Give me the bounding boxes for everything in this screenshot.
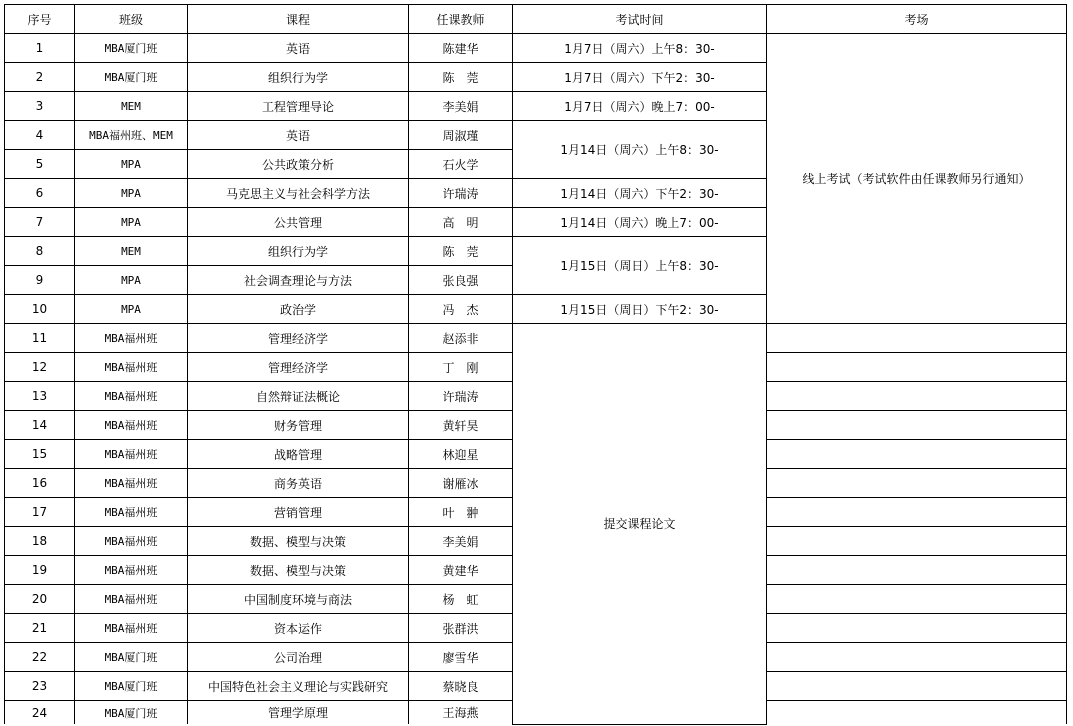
seq-cell: 20 (5, 585, 75, 614)
course-cell: 商务英语 (188, 469, 409, 498)
course-cell: 管理经济学 (188, 324, 409, 353)
teacher-cell: 陈建华 (409, 34, 513, 63)
teacher-cell: 王海燕 (409, 701, 513, 725)
header-seq: 序号 (5, 5, 75, 34)
teacher-cell: 石火学 (409, 150, 513, 179)
time-cell-paper: 提交课程论文 (513, 324, 767, 725)
course-cell: 战略管理 (188, 440, 409, 469)
seq-cell: 21 (5, 614, 75, 643)
seq-cell: 15 (5, 440, 75, 469)
class-cell: MPA (75, 266, 188, 295)
venue-cell (767, 643, 1067, 672)
seq-cell: 17 (5, 498, 75, 527)
exam-schedule-table (4, 4, 1067, 725)
course-cell: 组织行为学 (188, 63, 409, 92)
venue-cell (767, 411, 1067, 440)
course-cell: 工程管理导论 (188, 92, 409, 121)
seq-cell: 23 (5, 672, 75, 701)
seq-cell: 24 (5, 701, 75, 725)
header-class: 班级 (75, 5, 188, 34)
course-cell: 财务管理 (188, 411, 409, 440)
class-cell: MBA福州班 (75, 614, 188, 643)
teacher-cell: 李美娟 (409, 92, 513, 121)
course-cell: 社会调查理论与方法 (188, 266, 409, 295)
seq-cell: 7 (5, 208, 75, 237)
course-cell: 资本运作 (188, 614, 409, 643)
time-cell: 1月7日（周六）晚上7：00- (513, 92, 767, 121)
class-cell: MBA福州班 (75, 527, 188, 556)
course-cell: 公司治理 (188, 643, 409, 672)
teacher-cell: 廖雪华 (409, 643, 513, 672)
course-cell: 数据、模型与决策 (188, 556, 409, 585)
header-teacher: 任课教师 (409, 5, 513, 34)
teacher-cell: 杨 虹 (409, 585, 513, 614)
class-cell: MBA福州班 (75, 498, 188, 527)
teacher-cell: 陈 莞 (409, 237, 513, 266)
course-cell: 公共管理 (188, 208, 409, 237)
class-cell: MBA福州班 (75, 353, 188, 382)
class-cell: MBA厦门班 (75, 701, 188, 725)
course-cell: 英语 (188, 34, 409, 63)
course-cell: 公共政策分析 (188, 150, 409, 179)
seq-cell: 1 (5, 34, 75, 63)
venue-cell (767, 382, 1067, 411)
seq-cell: 6 (5, 179, 75, 208)
teacher-cell: 张良强 (409, 266, 513, 295)
teacher-cell: 周淑瑾 (409, 121, 513, 150)
class-cell: MBA厦门班 (75, 63, 188, 92)
venue-cell (767, 701, 1067, 725)
seq-cell: 14 (5, 411, 75, 440)
header-course: 课程 (188, 5, 409, 34)
class-cell: MPA (75, 179, 188, 208)
class-cell: MBA福州班 (75, 585, 188, 614)
time-cell: 1月7日（周六）下午2：30- (513, 63, 767, 92)
seq-cell: 8 (5, 237, 75, 266)
seq-cell: 12 (5, 353, 75, 382)
teacher-cell: 黄轩昊 (409, 411, 513, 440)
seq-cell: 13 (5, 382, 75, 411)
header-venue: 考场 (767, 5, 1067, 34)
class-cell: MBA福州班 (75, 469, 188, 498)
course-cell: 中国制度环境与商法 (188, 585, 409, 614)
teacher-cell: 许瑞涛 (409, 179, 513, 208)
class-cell: MPA (75, 208, 188, 237)
seq-cell: 22 (5, 643, 75, 672)
teacher-cell: 许瑞涛 (409, 382, 513, 411)
time-cell: 1月14日（周六）上午8：30- (513, 121, 767, 179)
time-cell: 1月15日（周日）上午8：30- (513, 237, 767, 295)
venue-cell (767, 672, 1067, 701)
class-cell: MBA福州班 (75, 411, 188, 440)
seq-cell: 5 (5, 150, 75, 179)
teacher-cell: 叶 翀 (409, 498, 513, 527)
teacher-cell: 张群洪 (409, 614, 513, 643)
venue-cell (767, 556, 1067, 585)
table-row (5, 324, 1067, 353)
course-cell: 自然辩证法概论 (188, 382, 409, 411)
seq-cell: 9 (5, 266, 75, 295)
course-cell: 营销管理 (188, 498, 409, 527)
course-cell: 英语 (188, 121, 409, 150)
venue-cell (767, 353, 1067, 382)
seq-cell: 19 (5, 556, 75, 585)
time-cell: 1月14日（周六）下午2：30- (513, 179, 767, 208)
time-cell: 1月14日（周六）晚上7：00- (513, 208, 767, 237)
time-cell: 1月7日（周六）上午8：30- (513, 34, 767, 63)
course-cell: 马克思主义与社会科学方法 (188, 179, 409, 208)
teacher-cell: 谢雁冰 (409, 469, 513, 498)
teacher-cell: 黄建华 (409, 556, 513, 585)
venue-cell (767, 498, 1067, 527)
class-cell: MBA厦门班 (75, 34, 188, 63)
class-cell: MBA福州班 (75, 440, 188, 469)
class-cell: MPA (75, 295, 188, 324)
class-cell: MEM (75, 92, 188, 121)
course-cell: 数据、模型与决策 (188, 527, 409, 556)
venue-cell (767, 527, 1067, 556)
seq-cell: 3 (5, 92, 75, 121)
course-cell: 管理经济学 (188, 353, 409, 382)
seq-cell: 11 (5, 324, 75, 353)
teacher-cell: 冯 杰 (409, 295, 513, 324)
course-cell: 中国特色社会主义理论与实践研究 (188, 672, 409, 701)
class-cell: MBA福州班 (75, 324, 188, 353)
seq-cell: 10 (5, 295, 75, 324)
teacher-cell: 赵添非 (409, 324, 513, 353)
table-row (5, 34, 1067, 63)
venue-cell (767, 585, 1067, 614)
teacher-cell: 李美娟 (409, 527, 513, 556)
seq-cell: 4 (5, 121, 75, 150)
course-cell: 管理学原理 (188, 701, 409, 725)
class-cell: MBA福州班 (75, 556, 188, 585)
header-time: 考试时间 (513, 5, 767, 34)
course-cell: 政治学 (188, 295, 409, 324)
course-cell: 组织行为学 (188, 237, 409, 266)
class-cell: MEM (75, 237, 188, 266)
teacher-cell: 陈 莞 (409, 63, 513, 92)
header-row (5, 5, 1067, 34)
venue-cell (767, 324, 1067, 353)
venue-cell (767, 614, 1067, 643)
seq-cell: 16 (5, 469, 75, 498)
seq-cell: 2 (5, 63, 75, 92)
class-cell: MBA福州班、MEM (75, 121, 188, 150)
venue-online-cell: 线上考试（考试软件由任课教师另行通知） (767, 34, 1067, 324)
seq-cell: 18 (5, 527, 75, 556)
venue-cell (767, 469, 1067, 498)
venue-cell (767, 440, 1067, 469)
class-cell: MBA厦门班 (75, 643, 188, 672)
teacher-cell: 蔡晓良 (409, 672, 513, 701)
class-cell: MBA厦门班 (75, 672, 188, 701)
teacher-cell: 林迎星 (409, 440, 513, 469)
teacher-cell: 丁 刚 (409, 353, 513, 382)
class-cell: MPA (75, 150, 188, 179)
teacher-cell: 高 明 (409, 208, 513, 237)
class-cell: MBA福州班 (75, 382, 188, 411)
time-cell: 1月15日（周日）下午2：30- (513, 295, 767, 324)
